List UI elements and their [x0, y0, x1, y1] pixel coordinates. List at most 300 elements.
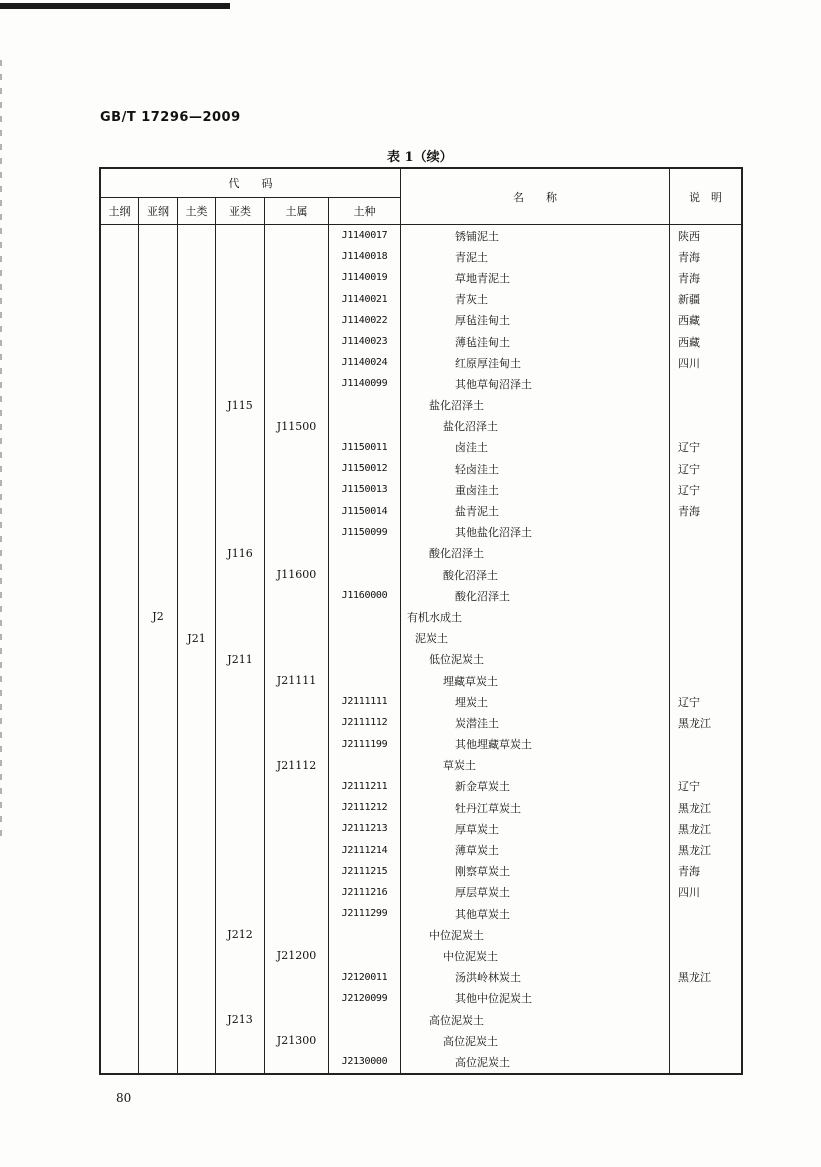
- cell-name: 薄毡洼甸土: [401, 331, 670, 352]
- cell-note: 四川: [670, 352, 742, 373]
- cell-yg: [139, 437, 178, 458]
- cell-yg: [139, 670, 178, 691]
- cell-name: 汤洪岭林炭土: [401, 967, 670, 988]
- cell-yl: J212: [216, 924, 265, 945]
- cell-yl: [216, 310, 265, 331]
- cell-tz: [329, 564, 401, 585]
- cell-yg: [139, 1051, 178, 1073]
- cell-note: 四川: [670, 882, 742, 903]
- cell-name: 其他草甸沼泽土: [401, 373, 670, 394]
- cell-ts: [265, 628, 329, 649]
- col-header-yagang: 亚纲: [139, 198, 178, 225]
- cell-note: [670, 988, 742, 1009]
- cell-tl: [178, 1051, 216, 1073]
- cell-tg: [101, 331, 139, 352]
- cell-name: 薄草炭土: [401, 839, 670, 860]
- table-row: [101, 246, 742, 267]
- cell-yg: [139, 797, 178, 818]
- cell-tl: [178, 225, 216, 247]
- table-row: [101, 924, 742, 945]
- cell-note: 黑龙江: [670, 712, 742, 733]
- table-row: [101, 691, 742, 712]
- cell-yg: [139, 267, 178, 288]
- cell-note: 黑龙江: [670, 967, 742, 988]
- table-row: [101, 755, 742, 776]
- cell-yl: [216, 776, 265, 797]
- cell-tz: [329, 670, 401, 691]
- cell-tz: [329, 1030, 401, 1051]
- cell-ts: [265, 903, 329, 924]
- cell-yg: [139, 903, 178, 924]
- cell-tl: [178, 903, 216, 924]
- cell-yg: [139, 500, 178, 521]
- cell-name: 新金草炭土: [401, 776, 670, 797]
- cell-name: 炭潜洼土: [401, 712, 670, 733]
- cell-name: 中位泥炭土: [401, 945, 670, 966]
- cell-note: [670, 755, 742, 776]
- cell-name: 酸化沼泽土: [401, 585, 670, 606]
- cell-tg: [101, 945, 139, 966]
- cell-tl: [178, 395, 216, 416]
- cell-tz: [329, 543, 401, 564]
- cell-yg: [139, 246, 178, 267]
- cell-tg: [101, 310, 139, 331]
- cell-yg: [139, 882, 178, 903]
- cell-yg: J2: [139, 606, 178, 627]
- cell-tz: [329, 416, 401, 437]
- table-row: [101, 500, 742, 521]
- cell-yl: [216, 797, 265, 818]
- cell-note: 辽宁: [670, 437, 742, 458]
- table-row: [101, 988, 742, 1009]
- table-row: [101, 776, 742, 797]
- cell-tg: [101, 818, 139, 839]
- cell-tl: [178, 373, 216, 394]
- cell-tz: J1140024: [329, 352, 401, 373]
- cell-ts: [265, 1009, 329, 1030]
- cell-tz: J2120011: [329, 967, 401, 988]
- cell-note: 辽宁: [670, 479, 742, 500]
- cell-name: 锈铺泥土: [401, 225, 670, 247]
- cell-yg: [139, 373, 178, 394]
- col-header-tuzhong: 土种: [329, 198, 401, 225]
- cell-tg: [101, 839, 139, 860]
- cell-yg: [139, 734, 178, 755]
- cell-tl: [178, 606, 216, 627]
- cell-yl: [216, 246, 265, 267]
- cell-yl: [216, 458, 265, 479]
- cell-yg: [139, 691, 178, 712]
- cell-ts: [265, 395, 329, 416]
- cell-name: 其他盐化沼泽土: [401, 522, 670, 543]
- cell-tl: [178, 861, 216, 882]
- cell-note: [670, 416, 742, 437]
- cell-note: 陕西: [670, 225, 742, 247]
- cell-yl: [216, 522, 265, 543]
- cell-ts: [265, 246, 329, 267]
- cell-ts: [265, 522, 329, 543]
- cell-yl: [216, 416, 265, 437]
- cell-tg: [101, 1009, 139, 1030]
- cell-tz: J2111213: [329, 818, 401, 839]
- table-row: [101, 289, 742, 310]
- cell-note: [670, 585, 742, 606]
- cell-name: 酸化沼泽土: [401, 543, 670, 564]
- cell-name: 盐化沼泽土: [401, 416, 670, 437]
- cell-name: 高位泥炭土: [401, 1030, 670, 1051]
- cell-name: 埋藏草炭土: [401, 670, 670, 691]
- cell-ts: [265, 712, 329, 733]
- table-row: [101, 437, 742, 458]
- cell-name: 盐化沼泽土: [401, 395, 670, 416]
- cell-tl: [178, 1030, 216, 1051]
- cell-tg: [101, 776, 139, 797]
- cell-note: 新疆: [670, 289, 742, 310]
- cell-ts: [265, 882, 329, 903]
- cell-ts: [265, 797, 329, 818]
- cell-tz: J2111214: [329, 839, 401, 860]
- cell-ts: [265, 267, 329, 288]
- cell-note: 青海: [670, 267, 742, 288]
- cell-tl: [178, 649, 216, 670]
- cell-tl: [178, 839, 216, 860]
- cell-tg: [101, 267, 139, 288]
- cell-tl: [178, 289, 216, 310]
- cell-yl: [216, 861, 265, 882]
- cell-ts: [265, 289, 329, 310]
- cell-note: [670, 1030, 742, 1051]
- cell-yl: [216, 373, 265, 394]
- cell-note: 辽宁: [670, 691, 742, 712]
- cell-tl: [178, 712, 216, 733]
- table-row: [101, 818, 742, 839]
- cell-tg: [101, 543, 139, 564]
- cell-yl: [216, 945, 265, 966]
- table-row: [101, 670, 742, 691]
- cell-name: 厚毡洼甸土: [401, 310, 670, 331]
- cell-tz: J2111211: [329, 776, 401, 797]
- standard-id: GB/T 17296—2009: [100, 110, 241, 125]
- name-header: 名 称: [401, 169, 670, 225]
- cell-tg: [101, 246, 139, 267]
- cell-tz: [329, 395, 401, 416]
- cell-tl: [178, 797, 216, 818]
- cell-yg: [139, 967, 178, 988]
- cell-tl: [178, 310, 216, 331]
- cell-tz: J1160000: [329, 585, 401, 606]
- table-row: [101, 861, 742, 882]
- table-row: [101, 628, 742, 649]
- cell-yl: [216, 500, 265, 521]
- table-row: [101, 1030, 742, 1051]
- cell-tg: [101, 924, 139, 945]
- cell-yl: [216, 691, 265, 712]
- cell-tg: [101, 967, 139, 988]
- cell-tz: J1140018: [329, 246, 401, 267]
- cell-ts: [265, 458, 329, 479]
- cell-note: 黑龙江: [670, 818, 742, 839]
- cell-note: [670, 522, 742, 543]
- cell-tl: [178, 437, 216, 458]
- cell-tl: [178, 967, 216, 988]
- cell-name: 重卤洼土: [401, 479, 670, 500]
- cell-tl: [178, 416, 216, 437]
- table-row: [101, 585, 742, 606]
- cell-tz: [329, 924, 401, 945]
- table-row: [101, 225, 742, 247]
- cell-yl: [216, 564, 265, 585]
- cell-yg: [139, 776, 178, 797]
- cell-tg: [101, 395, 139, 416]
- cell-note: 青海: [670, 861, 742, 882]
- cell-yl: [216, 289, 265, 310]
- cell-yl: J115: [216, 395, 265, 416]
- cell-ts: J21300: [265, 1030, 329, 1051]
- note-header: 说 明: [670, 169, 742, 225]
- cell-tg: [101, 564, 139, 585]
- table-row: [101, 373, 742, 394]
- cell-ts: [265, 861, 329, 882]
- cell-ts: [265, 1051, 329, 1073]
- cell-yg: [139, 924, 178, 945]
- table-row: [101, 395, 742, 416]
- cell-ts: [265, 967, 329, 988]
- cell-note: [670, 1009, 742, 1030]
- table-row: [101, 1009, 742, 1030]
- cell-tz: J1140021: [329, 289, 401, 310]
- soil-classification-table: [100, 168, 742, 1074]
- cell-yl: [216, 585, 265, 606]
- cell-tg: [101, 649, 139, 670]
- col-header-tushu: 土属: [265, 198, 329, 225]
- cell-tz: J2111199: [329, 734, 401, 755]
- cell-tl: [178, 543, 216, 564]
- cell-ts: [265, 352, 329, 373]
- cell-ts: [265, 691, 329, 712]
- cell-yl: [216, 1051, 265, 1073]
- cell-note: [670, 1051, 742, 1073]
- cell-note: [670, 670, 742, 691]
- cell-tl: [178, 479, 216, 500]
- cell-note: [670, 924, 742, 945]
- cell-yg: [139, 628, 178, 649]
- table-row: [101, 331, 742, 352]
- cell-name: 草炭土: [401, 755, 670, 776]
- cell-tg: [101, 903, 139, 924]
- cell-tg: [101, 585, 139, 606]
- cell-yl: [216, 903, 265, 924]
- cell-tg: [101, 1051, 139, 1073]
- table-caption: 表 1（续）: [387, 150, 453, 165]
- cell-name: 有机水成土: [401, 606, 670, 627]
- page-number: 80: [116, 1091, 132, 1105]
- cell-note: 青海: [670, 500, 742, 521]
- cell-yl: [216, 606, 265, 627]
- cell-tz: J2111299: [329, 903, 401, 924]
- cell-yg: [139, 289, 178, 310]
- cell-tl: [178, 585, 216, 606]
- cell-yl: [216, 628, 265, 649]
- cell-ts: [265, 331, 329, 352]
- cell-note: [670, 395, 742, 416]
- cell-ts: [265, 988, 329, 1009]
- cell-tl: J21: [178, 628, 216, 649]
- cell-yl: [216, 331, 265, 352]
- cell-tz: J2111111: [329, 691, 401, 712]
- cell-yg: [139, 416, 178, 437]
- cell-tl: [178, 522, 216, 543]
- cell-note: [670, 903, 742, 924]
- cell-ts: [265, 585, 329, 606]
- cell-tg: [101, 225, 139, 247]
- cell-note: [670, 649, 742, 670]
- cell-ts: [265, 818, 329, 839]
- cell-name: 高位泥炭土: [401, 1009, 670, 1030]
- cell-tz: J1140099: [329, 373, 401, 394]
- cell-yg: [139, 479, 178, 500]
- cell-ts: [265, 839, 329, 860]
- cell-tz: J1150014: [329, 500, 401, 521]
- cell-note: 西藏: [670, 331, 742, 352]
- cell-tl: [178, 500, 216, 521]
- cell-yl: [216, 967, 265, 988]
- cell-yl: J213: [216, 1009, 265, 1030]
- cell-yl: [216, 818, 265, 839]
- cell-note: [670, 734, 742, 755]
- cell-yg: [139, 458, 178, 479]
- cell-note: 辽宁: [670, 776, 742, 797]
- cell-ts: J11500: [265, 416, 329, 437]
- cell-note: [670, 945, 742, 966]
- table-row: [101, 564, 742, 585]
- cell-ts: [265, 373, 329, 394]
- cell-tl: [178, 267, 216, 288]
- cell-yl: [216, 352, 265, 373]
- cell-yg: [139, 649, 178, 670]
- cell-tl: [178, 776, 216, 797]
- cell-yg: [139, 352, 178, 373]
- cell-name: 盐青泥土: [401, 500, 670, 521]
- cell-tl: [178, 331, 216, 352]
- cell-tl: [178, 945, 216, 966]
- cell-note: 青海: [670, 246, 742, 267]
- cell-yl: [216, 712, 265, 733]
- cell-tg: [101, 797, 139, 818]
- cell-name: 刚察草炭土: [401, 861, 670, 882]
- cell-tl: [178, 691, 216, 712]
- cell-name: 埋炭土: [401, 691, 670, 712]
- cell-tg: [101, 755, 139, 776]
- cell-tl: [178, 818, 216, 839]
- cell-yg: [139, 395, 178, 416]
- cell-yl: J116: [216, 543, 265, 564]
- col-header-yalei: 亚类: [216, 198, 265, 225]
- cell-note: [670, 543, 742, 564]
- cell-tg: [101, 500, 139, 521]
- cell-tg: [101, 606, 139, 627]
- cell-tl: [178, 755, 216, 776]
- cell-tg: [101, 1030, 139, 1051]
- cell-tl: [178, 670, 216, 691]
- cell-ts: [265, 606, 329, 627]
- cell-tl: [178, 246, 216, 267]
- table-row: [101, 967, 742, 988]
- cell-yl: [216, 882, 265, 903]
- cell-yg: [139, 331, 178, 352]
- cell-name: 青泥土: [401, 246, 670, 267]
- cell-yl: [216, 988, 265, 1009]
- table-row: [101, 649, 742, 670]
- table-row: [101, 479, 742, 500]
- cell-tz: J1140022: [329, 310, 401, 331]
- cell-yg: [139, 310, 178, 331]
- scan-top-bar: [0, 3, 230, 9]
- cell-yl: [216, 1030, 265, 1051]
- table-row: [101, 522, 742, 543]
- cell-tz: J2111216: [329, 882, 401, 903]
- cell-tz: [329, 1009, 401, 1030]
- cell-tz: [329, 945, 401, 966]
- cell-tz: J2111112: [329, 712, 401, 733]
- cell-yl: [216, 755, 265, 776]
- cell-tl: [178, 882, 216, 903]
- cell-tg: [101, 670, 139, 691]
- cell-name: 轻卤洼土: [401, 458, 670, 479]
- cell-tz: J2130000: [329, 1051, 401, 1073]
- cell-yl: [216, 267, 265, 288]
- cell-ts: [265, 924, 329, 945]
- cell-ts: J21200: [265, 945, 329, 966]
- cell-yg: [139, 1030, 178, 1051]
- cell-tl: [178, 734, 216, 755]
- cell-tg: [101, 437, 139, 458]
- cell-tz: [329, 606, 401, 627]
- cell-tg: [101, 691, 139, 712]
- cell-yl: [216, 734, 265, 755]
- cell-note: 西藏: [670, 310, 742, 331]
- cell-yg: [139, 712, 178, 733]
- table-row: [101, 797, 742, 818]
- cell-tz: J1150099: [329, 522, 401, 543]
- cell-note: [670, 564, 742, 585]
- table-row: [101, 416, 742, 437]
- cell-tl: [178, 564, 216, 585]
- cell-ts: [265, 225, 329, 247]
- cell-tg: [101, 628, 139, 649]
- cell-tz: J1150013: [329, 479, 401, 500]
- cell-ts: [265, 649, 329, 670]
- cell-tg: [101, 861, 139, 882]
- cell-yg: [139, 861, 178, 882]
- cell-ts: [265, 500, 329, 521]
- cell-name: 泥炭土: [401, 628, 670, 649]
- cell-name: 酸化沼泽土: [401, 564, 670, 585]
- cell-note: [670, 606, 742, 627]
- cell-yl: [216, 670, 265, 691]
- cell-name: 高位泥炭土: [401, 1051, 670, 1073]
- cell-name: 中位泥炭土: [401, 924, 670, 945]
- cell-tl: [178, 924, 216, 945]
- cell-tz: [329, 649, 401, 670]
- cell-tg: [101, 712, 139, 733]
- cell-ts: [265, 310, 329, 331]
- cell-name: 草地青泥土: [401, 267, 670, 288]
- table-row: [101, 945, 742, 966]
- cell-name: 其他草炭土: [401, 903, 670, 924]
- cell-tg: [101, 522, 139, 543]
- cell-ts: J21111: [265, 670, 329, 691]
- cell-ts: J11600: [265, 564, 329, 585]
